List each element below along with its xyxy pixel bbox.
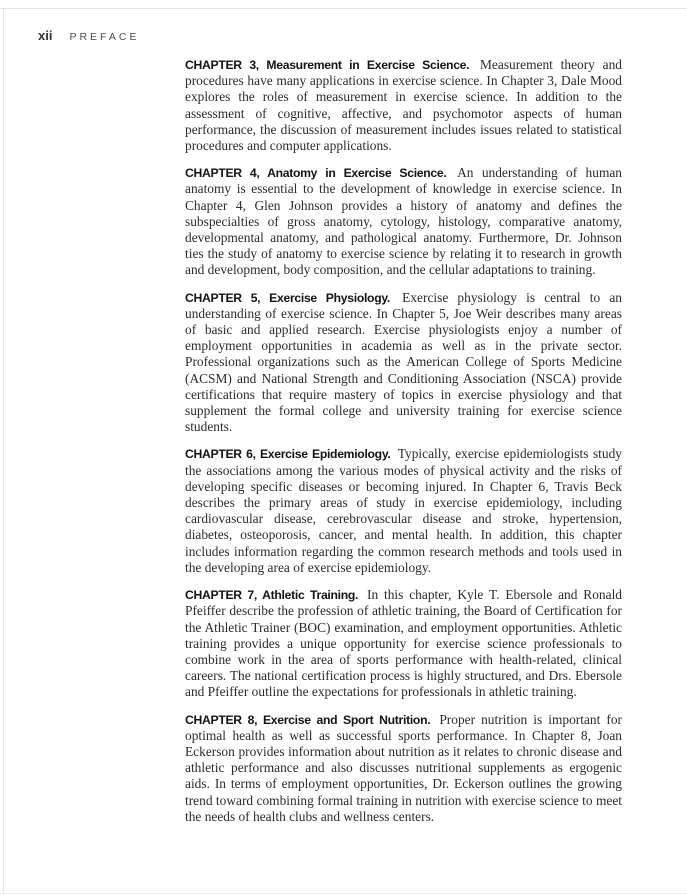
- chapter-paragraph: [185, 587, 622, 700]
- chapter-body-text: An understanding of human anatomy is essential to the development of knowledge in exercise science. In Chapter 4, Glen Johnson provides a history of anatomy and defines the subspecialties of gross anatomy, cytology, histology, comparative anatomy, developmental anatomy, and pathological anatomy. Furthermore, Dr. Johnson ties the study of anatomy to exercise science by relating it to research in growth and development, body composition, and the cellular adaptations to training.: [185, 165, 623, 278]
- chapter-heading: CHAPTER 5, Exercise Physiology.: [185, 290, 391, 305]
- chapter-body-text: Typically, exercise epidemiologists study the associations among the various modes of physical activity and the risks of developing specific diseases or becoming injured. In Chapter 6, Travis Beck describes the primary areas of study in exercise epidemiology, including cardiovascular disease, cerebrovascular disease and stroke, hypertension, diabetes, osteoporosis, cancer, and mental health. In addition, this chapter includes information regarding the common research methods and tools used in the developing area of exercise epidemiology.: [185, 446, 622, 575]
- chapter-heading: CHAPTER 4, Anatomy in Exercise Science.: [185, 166, 447, 181]
- text-column: [185, 57, 622, 825]
- chapter-body-text: Measurement theory and procedures have many applications in exercise science. In Chapter 3, Dale Mood explores the roles of measurement in exercise science. In addition to the assessment of cognitive, affective, and psychomotor aspects of human performance, the discussion of measurement includes issues related to statistical procedures and computer applications.: [185, 57, 622, 154]
- page-number: xii: [38, 28, 53, 43]
- scan-edge-left: [3, 9, 4, 894]
- chapter-body-text: In this chapter, Kyle T. Ebersole and Ronald Pfeiffer describe the profession of athletic training, the Board of Certification for the Athletic Trainer (BOC) examination, and employment opportunities. Athletic training provides a unique opportunity for exercise science professionals to combine work in the area of sports performance with health-related, clinical careers. The national certification process is highly structured, and Drs. Ebersole and Pfeiffer outline the expectations for professionals in athletic training.: [185, 587, 622, 700]
- running-header: [38, 27, 139, 45]
- chapter-heading: CHAPTER 3, Measurement in Exercise Science.: [185, 58, 470, 72]
- chapter-heading: CHAPTER 7, Athletic Training.: [185, 588, 359, 603]
- chapter-paragraph: [185, 165, 622, 278]
- chapter-body-text: Exercise physiology is central to an understanding of exercise science. In Chapter 5, Joe Weir describes many areas of basic and applied research. Exercise physiologists enjoy a number of employment opportunities in academia as well as in the private sector. Professional organizations such as the American College of Sports Medicine (ACSM) and National Strength and Conditioning Association (NSCA) provide certifications that require mastery of topics in exercise physiology and that supplement the formal college and university training for exercise science students.: [185, 289, 622, 435]
- chapter-paragraph: [185, 290, 622, 436]
- chapter-paragraph: [185, 712, 622, 825]
- chapter-paragraph: [185, 446, 622, 576]
- scan-edge-bottom: [0, 893, 687, 894]
- running-head-title: PREFACE: [69, 31, 140, 43]
- chapter-paragraph: [185, 57, 622, 154]
- scan-edge-top: [0, 8, 687, 9]
- chapter-heading: CHAPTER 6, Exercise Epidemiology.: [185, 447, 391, 462]
- chapter-heading: CHAPTER 8, Exercise and Sport Nutrition.: [185, 712, 431, 727]
- chapter-body-text: Proper nutrition is important for optimal health as well as successful sports performance. In Chapter 8, Joan Eckerson provides information about nutrition as it relates to chronic disease and athletic performance and also discusses nutritional supplements as ergogenic aids. In terms of employment opportunities, Dr. Eckerson outlines the growing trend toward combining formal training in nutrition with exercise science to meet the needs of health clubs and wellness centers.: [185, 711, 622, 824]
